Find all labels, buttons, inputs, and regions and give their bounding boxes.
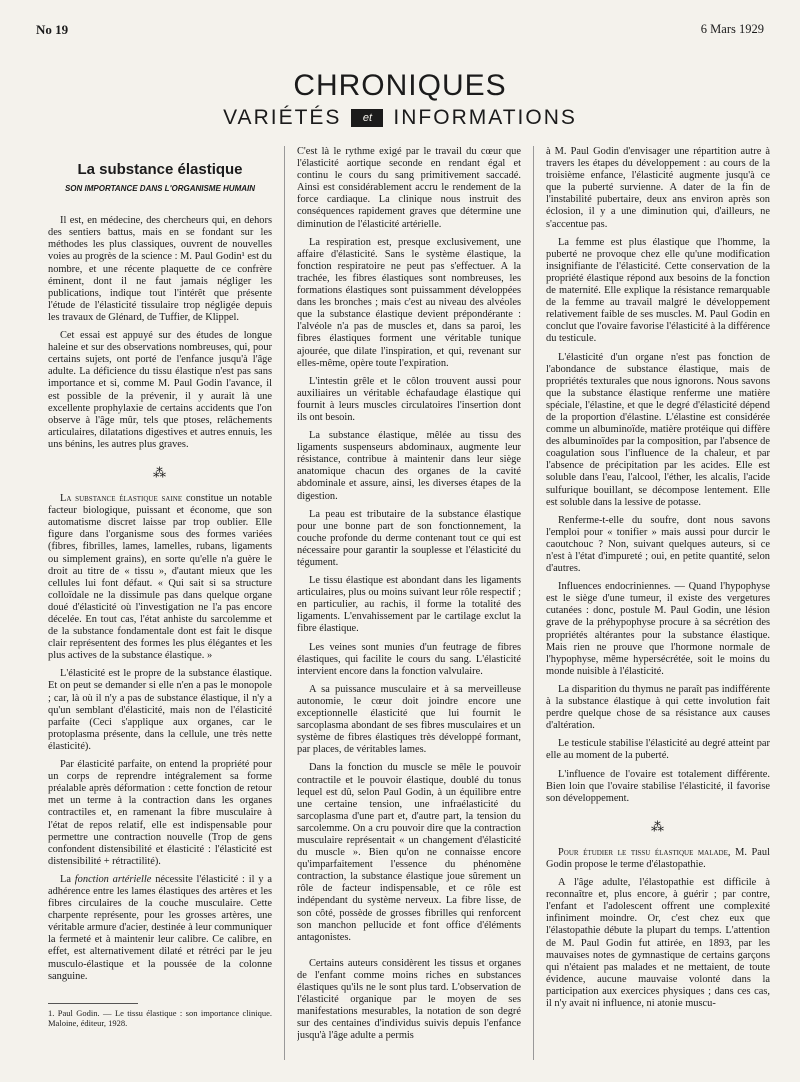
lead-in: La substance élastique saine	[60, 493, 183, 505]
masthead-informations: INFORMATIONS	[393, 106, 577, 129]
paragraph: L'élasticité est le propre de la substance élastique. Et on peut se demander si elle n'en a pas le monopole ; car, là où il n'y a pas de substance élastique, il n'y a qu'un semblant d'élasticité, mais non de l'élasticité parfaite (Ceci s'applique aux organes, car le protoplasma présente, dans la cellule, une très nette élasticité).	[48, 668, 272, 752]
paragraph: Il est, en médecine, des chercheurs qui, en dehors des sentiers battus, mais en se fondant sur les méthodes les plus classiques, ouvrent de nouvelles voies au progrès de la science : M. Paul Godin¹ est du nombre, et une récente plaquette de ce confrère éminent, dont il ne faut jamais négliger les publications, indique tout l'intérêt que présente l'étude de l'élasticité tissulaire trop négligée depuis les travaux de Glénard, de Tuffier, de Klippel.	[48, 215, 272, 323]
paragraph: Le testicule stabilise l'élasticité au degré atteint par elle au moment de la puberté.	[546, 738, 770, 762]
footnote-rule	[48, 1003, 138, 1004]
paragraph: L'intestin grêle et le côlon trouvent aussi pour auxiliaires un véritable échafaudage élastique qui fournit à leurs muscles circulatoires l'insertion dont ils ont besoin.	[297, 375, 521, 423]
paragraph: La disparition du thymus ne paraît pas indifférente à la substance élastique à qui cette involution fait perdre quelque chose de sa résistance aux causes d'altération.	[546, 683, 770, 732]
paragraph: à M. Paul Godin d'envisager une répartition autre à travers les étapes du développement : au cours de la troisième enfance, l'élasticité augmente jusqu'à ce que la puberté survienne. A dater de la fin de l'instabilité pubertaire, deux ans environ après son éclosion, il y a une diminution qui, d'ailleurs, ne s'accentue pas.	[546, 146, 770, 230]
column-2	[297, 146, 521, 1060]
paragraph: Le tissu élastique est abondant dans les ligaments articulaires, plus ou moins suivant leur rôle respectif ; en particulier, au rachis, il forme la totalité des ligaments. L'envahissement par le cartilage exclut la fibre élastique.	[297, 575, 521, 635]
issue-date: 6 Mars 1929	[700, 22, 764, 36]
paragraph: Certains auteurs considèrent les tissus et organes de l'enfant comme moins riches en substances élastiques qu'ils ne le sont plus tard. L'observation de l'élasticité organique par le moyen de ses manifestations mesurables, la notation de son degré sur des centaines d'individus suivis depuis l'enfance jusqu'à l'âge adulte a permis	[297, 957, 521, 1042]
paragraph: Pour étudier le tissu élastique malade, M. Paul Godin propose le terme d'élastopathie.	[546, 846, 770, 870]
paragraph: Par élasticité parfaite, on entend la propriété pour un corps de reprendre intégralement sa forme préalable après déformation : cette fonction de retour met un terme à la contraction dans les organes contractiles et, en ramenant la fibre musculaire à l'état de repos relatif, elle est indispensable pour permettre une contraction nouvelle (Trop de gens confondent distensibilité et élasticité : l'élasticité est distensibilité + rétractilité).	[48, 759, 272, 867]
paragraph: La respiration est, presque exclusivement, une affaire d'élasticité. Sans le système élastique, la fonction respiratoire ne peut pas s'effectuer. A la trachée, les fibres élastiques sont nombreuses, les formations élastiques sont puissamment développées dans les bronches ; mais c'est au niveau des alvéoles que la substance élastique devient prépondérante : l'alvéole n'a pas de muscles et, dans sa paroi, les fibres élastiques forment une véritable tunique ajourée, que dilate l'inspiration, et qui, revenant sur elles-même, opère toute l'expiration.	[297, 236, 521, 369]
asterism: ⁂	[651, 818, 665, 834]
paragraph: Dans la fonction du muscle se mêle le pouvoir contractile et le pouvoir élastique, doublé du tonus lequel est dû, selon Paul Godin, à un équilibre entre une certaine tension, une infraélasticité du sarcoplasma d'une part et, d'autre part, la tension du sarcolemme. On a cru pouvoir dire que la contraction musculaire représentait « un changement d'élasticité du muscle ». Bien qu'on ne connaisse encore qu'imparfaitement l'essence du phénomène contraction, la substance élastique joue sûrement un rôle de facteur indispensable, et ce rôle est indépendant du système nerveux. La fibre lisse, de son côté, possède de grosses fibrilles qui renforcent son manchon pellucide et font office d'éléments antagonistes.	[297, 762, 521, 943]
paragraph: A l'âge adulte, l'élastopathie est difficile à reconnaître et, plus encore, à guérir ; par contre, l'enfant et l'adolescent offrent une complexité infiniment moindre. Or, c'est chez eux que l'élastopathie débute la plupart du temps. L'attention de M. Paul Godin fut attirée, en 1893, par les mauvaises notes de gymnastique de certains garçons qui n'étaient pas malades et ne mettaient, de toute évidence, aucune mauvaise volonté dans la participation aux exercices physiques ; dans ces cas, il n'y avait ni influence, ni atonie muscu-	[546, 877, 770, 1009]
paragraph: Les veines sont munies d'un feutrage de fibres élastiques, qui facilite le cours du sang. L'élasticité intervient encore dans la fonction valvulaire.	[297, 641, 521, 677]
column-1	[48, 146, 272, 1060]
article-title: La substance élastique	[77, 161, 243, 178]
column-rule	[284, 146, 285, 1060]
paragraph: Influences endocriniennes. — Quand l'hypophyse est le siège d'une tumeur, il existe des vergetures cutanées : donc, postule M. Paul Godin, une lésion grave de la préhypophyse procure à sa sécrétion des propriétés altérantes pour la substance élastique. Mais rien ne prouve que l'hormone normale de l'hypophyse, même hypersécrétée, soit le moins du monde nuisible à l'élasticité.	[546, 581, 770, 677]
paragraph: Cet essai est appuyé sur des études de longue haleine et sur des observations nombreuses, qui, pour certains sujets, ont porté de l'enfance jusqu'à l'âge adulte. La déficience du tissu élastique n'est pas sans importance et si, comme M. Paul Godin l'avance, il est possible de la prévenir, il y aurait là une excellente prophylaxie de certains accidents que l'on observe à l'âge mûr, tels que ptoses, relâchements articulaires, dilatations digestives et autres ennuis, les uns bénins, les autres plus graves.	[48, 330, 272, 450]
paragraph: C'est là le rythme exigé par le travail du cœur que l'élasticité aortique seconde en rendant égal et continu le cours du sang primitivement saccadé. Ainsi est considérablement accru le rendement de la force cardiaque. La clinique nous instruit des conséquences rapidement graves que détermine une diminution de l'élasticité artérielle.	[297, 146, 521, 230]
masthead-subline	[0, 106, 800, 130]
paragraph: La femme est plus élastique que l'homme, la puberté ne provoque chez elle qu'une modification insignifiante de l'élasticité. Cette conservation de la propriété élastique répond aux besoins de la fonction de maternité. Elle explique la résistance remarquable de la femme au travail malgré le développement relativement faible de ses muscles. M. Paul Godin en conclut que l'ovaire favorise l'élasticité à la différence du testicule.	[546, 236, 770, 345]
masthead-varietes: VARIÉTÉS	[223, 106, 342, 129]
footnote: 1. Paul Godin. — Le tissu élastique : son importance clinique. Maloine, éditeur, 1928.	[48, 1007, 272, 1028]
paragraph: La substance élastique, mêlée au tissu des ligaments suspenseurs abdominaux, augmente leur résistance, contribue à maintenir dans leur siège anatomique chacun des organes de la cavité abdominale et assure, ainsi, les diverses étapes de la digestion.	[297, 430, 521, 502]
article-subtitle: SON IMPORTANCE DANS L'ORGANISME HUMAIN	[64, 184, 256, 194]
lead-in: Pour étudier le tissu élastique malade,	[558, 846, 731, 858]
issue-number: No 19	[36, 22, 69, 37]
paragraph: L'élasticité d'un organe n'est pas fonction de l'abondance de substance élastique, mais de propriétés texturales que nous ignorons. Nous savons que la substance élastique renferme une matière spéciale, l'élastine, et que le degré d'élasticité dépend de la proportion d'élastine. L'élastine est considérée comme un albuminoïde, matière protéique qui diffère des albuminoïdes par la composition, par l'absence de coagulation sous l'influence de la chaleur, et par l'absence de précipitation par les acides. Elle est soluble dans l'eau, l'alcool, l'éther, les alcalis, l'acide sulfurique bouillant, se décompose lentement. Elle est soluble dans la lessive de potasse.	[546, 351, 770, 508]
running-header	[22, 22, 778, 42]
asterism: ⁂	[153, 464, 167, 480]
column-3	[546, 146, 770, 1060]
paragraph: La fonction artérielle nécessite l'élasticité : il y a adhérence entre les lames élastiques des artères et les fibres circulaires de la couche musculaire. Cette charpente représente, pour les grosses artères, une véritable armure d'acier, destinée à leur communiquer la fermeté et à maintenir leur calibre. Ce calibre, en effet, est alternativement dilaté et rétréci par le jeu musculo-élastique et la poussée de la colonne sanguine.	[48, 873, 272, 982]
masthead-et-ornament: et	[351, 109, 383, 127]
masthead	[0, 70, 800, 130]
paragraph: La substance élastique saine constitue un notable facteur biologique, puissant et économe, que son automatisme discret laisse par trop oublier. Elle figure dans l'organisme sous des formes variées (fibres, fibrilles, lames, lamelles, rubans, ligaments ou simplement grains), en sorte qu'elle n'a guère le droit au titre de « tissu », d'autant mieux que les cellules lui font défaut. « Qui sait si sa structure colloïdale ne la dissimule pas dans quelque organe doué d'élasticité où l'investigation ne l'a pas encore décelée. En tout cas, l'état anhiste du sarcolemme et de la substance fondamentale dont est fait le disque clair représentent des formes les plus élégantes et les plus actives de la substance élastique. »	[48, 493, 272, 662]
paragraph: Renferme-t-elle du soufre, dont nous savons l'emploi pour « tonifier » mais aussi pour durcir le caoutchouc ? Non, suivant quelques auteurs, si ce n'est à l'état d'impureté ; oui, en petite quantité, selon d'autres.	[546, 514, 770, 575]
paragraph: La peau est tributaire de la substance élastique pour une bonne part de son fonctionnement, la couche profonde du derme contenant tout ce qui est nécessaire pour garantir la souplesse et l'élasticité du tégument.	[297, 508, 521, 568]
column-rule	[533, 146, 534, 1060]
emphasis: fonction artérielle	[74, 873, 152, 885]
masthead-chroniques: CHRONIQUES	[293, 69, 507, 102]
paragraph: A sa puissance musculaire et à sa merveilleuse autonomie, le cœur doit joindre encore une exceptionnelle élasticité que lui fournit le sarcoplasma abondant de ses fibres musculaires et un système de fibres élastiques très développé formant, par places, de véritables lames.	[297, 683, 521, 756]
article-columns	[48, 146, 770, 1060]
paragraph: L'influence de l'ovaire est totalement différente. Bien loin que l'ovaire stabilise l'élasticité, il favorise son développement.	[546, 768, 770, 804]
